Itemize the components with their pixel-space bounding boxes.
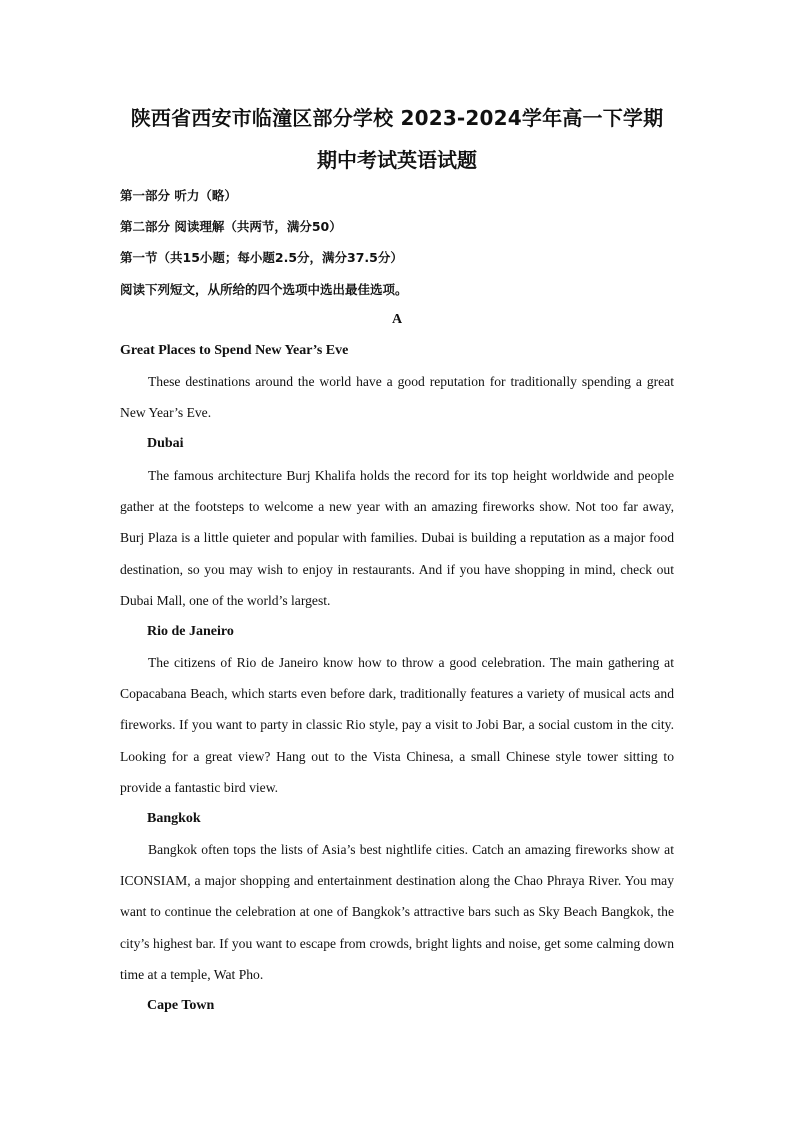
part-two-label: 第二部分 阅读理解（共两节，满分50） xyxy=(120,219,342,234)
document-title-line-2: 期中考试英语试题 xyxy=(317,148,477,172)
section-heading-rio: Rio de Janeiro xyxy=(147,624,234,639)
passage-title: Great Places to Spend New Year’s Eve xyxy=(120,343,349,358)
section-heading-cape-town: Cape Town xyxy=(147,998,215,1013)
document-title-line-1: 陕西省西安市临潼区部分学校 2023-2024学年高一下学期 xyxy=(130,106,664,130)
part-one-label: 第一部分 听力（略） xyxy=(120,188,237,203)
section-text-rio: The citizens of Rio de Janeiro know how to throw a good celebration. The main gathering at Copacabana Beach, which starts even before dark, traditionally features a variety of musical acts and fireworks. If you want to party in classic Rio style, pay a visit to Jobi Bar, a social custom in the city. Looking for a great view? Hang out to the Vista Chinesa, a small Chinese style tower sitting to provide a fantastic bird view. xyxy=(120,655,674,795)
section-text-dubai: The famous architecture Burj Khalifa holds the record for its top height worldwide and people gather at the footsteps to welcome a new year with an amazing fireworks show. Not too far away, Burj Plaza is a little quieter and popular with families. Dubai is building a reputation as a major food destination, so you may wish to enjoy in restaurants. And if you have shopping in mind, check out Dubai Mall, one of the world’s largest. xyxy=(120,468,674,608)
section-heading-dubai: Dubai xyxy=(147,436,184,451)
section-heading-bangkok: Bangkok xyxy=(147,811,201,826)
passage-intro: These destinations around the world have a good reputation for traditionally spending a great New Year’s Eve. xyxy=(120,374,674,421)
passage-label: A xyxy=(391,312,403,327)
section-one-label: 第一节（共15小题；每小题2.5分，满分37.5分） xyxy=(120,250,403,265)
section-text-bangkok: Bangkok often tops the lists of Asia’s best nightlife cities. Catch an amazing fireworks show at ICONSIAM, a major shopping and entertainment destination along the Chao Phraya River. You may want to continue the celebration at one of Bangkok’s attractive bars such as Sky Beach Bangkok, the city’s highest bar. If you want to escape from crowds, bright lights and noise, get some calming down time at a temple, Wat Pho. xyxy=(120,842,674,982)
directions-text: 阅读下列短文，从所给的四个选项中选出最佳选项。 xyxy=(120,282,408,297)
